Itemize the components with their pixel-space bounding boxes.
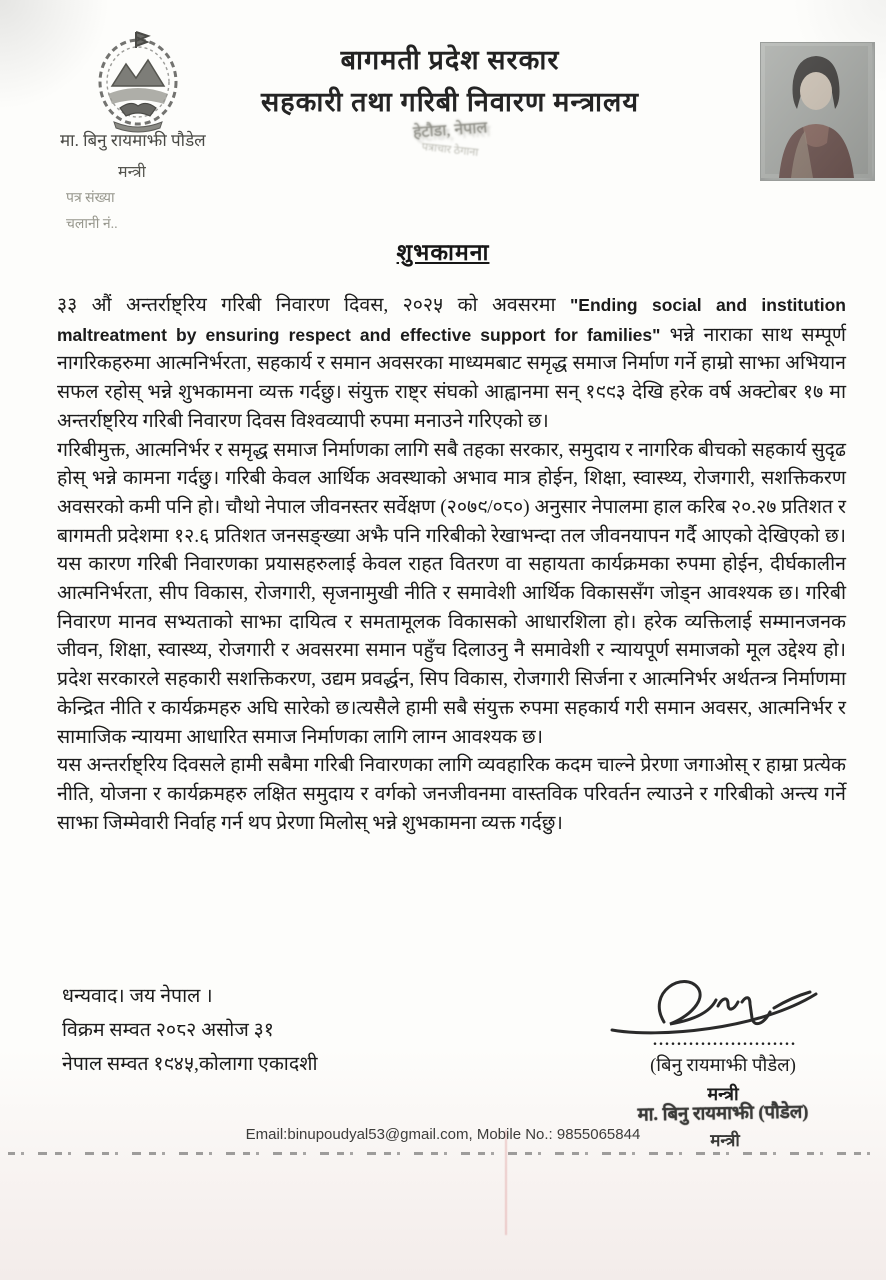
location-stamp: हेटौडा, नेपाल bbox=[412, 119, 488, 142]
paragraph-2: गरिबीमुक्त, आत्मनिर्भर र समृद्ध समाज निर्माणका लागि सबै तहका सरकार, समुदाय र नागरिक बीचको सहकार्य सुदृढ होस् भन्ने कामना गर्दछु। गरिबी केवल आर्थिक अवस्थाको अभाव मात्र होईन, शिक्षा, स्वास्थ्य, रोजगारी, सशक्तिकरण अवसरको कमी पनि हो। चौथो नेपाल जीवनस्तर सर्वेक्षण (२०७९/०८०) अनुसार नेपालमा हाल करिब २०.२७ प्रतिशत र बागमती प्रदेशमा १२.६ प्रतिशत जनसङ्ख्या अझै पनि गरिबीको रेखाभन्दा तल जीवनयापन गर्दै आएको देखिएको छ। यस कारण गरिबी निवारणका प्रयासहरुलाई केवल राहत वितरण वा सहायता कार्यक्रमका रुपमा होईन, दीर्घकालीन आत्मनिर्भरता, सीप विकास, रोजगारी, सृजनामुखी नीति र समावेशी आर्थिक विकाससँग जोड्न आवश्यक छ। गरिबी निवारण मानव सभ्यताको साझा दायित्व र समतामूलक विकासको आधारशिला हो। हरेक व्यक्तिलाई सम्मानजनक जीवन, शिक्षा, स्वास्थ्य, रोजगारी र अवसरमा समान पहुँच दिलाउनु नै समावेशी र न्यायपूर्ण समाजको मूल उद्देश्य हो। प्रदेश सरकारले सहकारी सशक्तिकरण, उद्यम प्रवर्द्धन, सिप विकास, रोजगारी सिर्जना र आत्मनिर्भर अर्थतन्त्र निर्माणमा केन्द्रित नीति र कार्यक्रमहरु अघि सारेको छ।त्यसैले हामी सबै संयुक्त रुपमा सहकार्य गरी समान अवसर, आत्मनिर्भर र सामाजिक न्यायमा आधारित समाज निर्माणका लागि लाग्न आवश्यक छ। bbox=[57, 439, 846, 748]
para1-suffix: भन्ने नाराका साथ सम्पूर्ण नागरिकहरुमा आत्मनिर्भरता, सहकार्य र समान अवसरका माध्यमबाट समृद्ध समाज निर्माण गर्ने हाम्रो साझा अभियान सफल रहोस् भन्ने शुभकामना व्यक्त गर्दछु। संयुक्त राष्ट्र संघको आह्वानमा सन् १९९३ देखि हरेक वर्ष अक्टोबर १७ मा अन्तर्राष्ट्रिय गरिबी निवारण दिवस विश्वव्यापी रुपमा मनाउने गरिएको छ। bbox=[57, 324, 846, 432]
government-name: बागमती प्रदेश सरकार bbox=[340, 45, 560, 75]
signatory-title: मन्त्री bbox=[707, 1084, 739, 1104]
dispatch-number-label: चलानी नं.. bbox=[66, 217, 118, 232]
closing-thanks: धन्यवाद। जय नेपाल । bbox=[62, 986, 213, 1007]
letter-title: शुभकामना bbox=[396, 240, 490, 265]
footer-dashed-line bbox=[8, 1152, 876, 1155]
signature-dotted-line: ........................ bbox=[653, 1032, 797, 1049]
paragraph-1 bbox=[57, 291, 846, 437]
para1-prefix: ३३ औं अन्तर्राष्ट्रिय गरिबी निवारण दिवस, २०२५ को अवसरमा bbox=[57, 295, 570, 316]
minister-name: मा. बिनु रायमाझी पौडेल bbox=[60, 131, 206, 150]
stamp-name: मा. बिनु रायमाझी (पौडेल) bbox=[637, 1102, 809, 1126]
stamp-title: मन्त्री bbox=[710, 1131, 740, 1150]
minister-post: मन्त्री bbox=[118, 164, 146, 181]
para1-english-slogan: "Ending social and institution maltreatment by ensuring respect and effective support for families" bbox=[57, 295, 846, 345]
location-stamp-smudge: पत्राचार ठेगाना bbox=[421, 141, 479, 159]
signatory-name: (बिनु रायमाझी पौडेल) bbox=[650, 1056, 796, 1076]
paragraph-3: यस अन्तर्राष्ट्रिय दिवसले हामी सबैमा गरिबी निवारणका लागि व्यवहारिक कदम चाल्ने प्रेरणा जगाओस् र हाम्रा प्रत्येक नीति, योजना र कार्यक्रमहरु लक्षित समुदाय र वर्गको जनजीवनमा वास्तविक परिवर्तन ल्याउने र गरिबीको अन्त्य गर्ने साझा जिम्मेवारी निर्वाह गर्न थप प्रेरणा मिलोस् भन्ने शुभकामना व्यक्त गर्दछु। bbox=[57, 755, 846, 834]
closing-block bbox=[62, 980, 482, 1082]
closing-date-nepal-sambat: नेपाल सम्वत १९४५,कोलागा एकादशी bbox=[62, 1054, 318, 1075]
letter-number-label: पत्र संख्या bbox=[66, 191, 115, 206]
ministry-name: सहकारी तथा गरिबी निवारण मन्त्रालय bbox=[261, 87, 639, 117]
minister-portrait-photo bbox=[760, 42, 875, 181]
footer-contact-line: Email:binupoudyal53@gmail.com, Mobile No.: 9855065844 bbox=[245, 1126, 641, 1143]
closing-date-bikram-sambat: विक्रम सम्वत २०८२ असोज ३१ bbox=[62, 1020, 274, 1041]
letter-body bbox=[57, 291, 846, 838]
scan-artifact-streak bbox=[505, 1130, 507, 1235]
